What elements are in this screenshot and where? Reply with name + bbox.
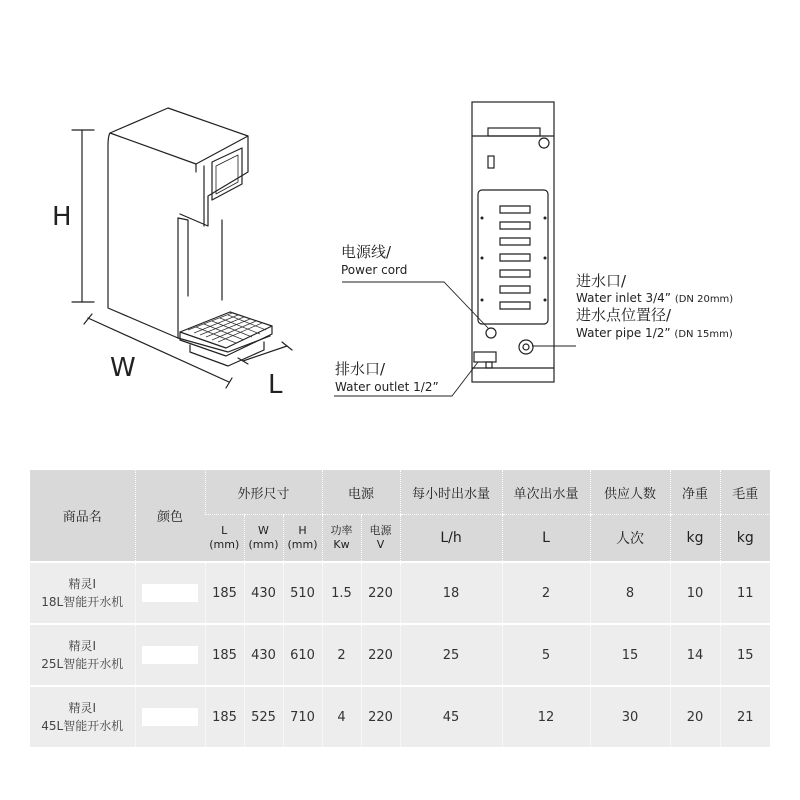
cell-v: 220 (361, 562, 400, 624)
subheader-hourly-unit: L/h (400, 515, 502, 563)
color-swatch (142, 646, 198, 664)
cell-kw: 1.5 (322, 562, 361, 624)
color-swatch-cell (135, 686, 205, 747)
height-dimension-label: H (52, 202, 72, 232)
header-single-output: 单次出水量 (502, 470, 590, 515)
subheader-kw: 功率 Kw (322, 515, 361, 563)
cell-l: 185 (205, 686, 244, 747)
water-outlet-label-en: Water outlet 1/2” (335, 380, 439, 394)
subheader-net-unit: kg (670, 515, 720, 563)
table-row (30, 562, 770, 624)
cell-hourly: 25 (400, 624, 502, 686)
cell-h: 710 (283, 686, 322, 747)
cell-kw: 2 (322, 624, 361, 686)
cell-hourly: 18 (400, 562, 502, 624)
cell-hourly: 45 (400, 686, 502, 747)
cell-l: 185 (205, 624, 244, 686)
cell-h: 510 (283, 562, 322, 624)
cell-people: 8 (590, 562, 670, 624)
water-inlet-label-en: Water inlet 3/4” (DN 20mm) (576, 291, 734, 305)
cell-people: 30 (590, 686, 670, 747)
header-people: 供应人数 (590, 470, 670, 515)
subheader-v: 电源 V (361, 515, 400, 563)
cell-v: 220 (361, 624, 400, 686)
header-color: 颜色 (135, 470, 205, 562)
header-product: 商品名 (30, 470, 135, 562)
spec-table (30, 470, 770, 747)
cell-single: 5 (502, 624, 590, 686)
subheader-l: L (mm) (205, 515, 244, 563)
table-row (30, 686, 770, 747)
subheader-gross-unit: kg (720, 515, 770, 563)
power-cord-label-en: Power cord (341, 263, 408, 277)
water-inlet-label-cn: 进水口/ (576, 272, 627, 290)
water-pipe-label-en: Water pipe 1/2” (DN 15mm) (576, 326, 733, 340)
water-pipe-label-cn: 进水点位置径/ (576, 306, 672, 324)
cell-net: 10 (670, 562, 720, 624)
cell-kw: 4 (322, 686, 361, 747)
header-row (30, 470, 770, 515)
cell-l: 185 (205, 562, 244, 624)
header-net-weight: 净重 (670, 470, 720, 515)
cell-w: 430 (244, 562, 283, 624)
product-name: 精灵Ⅰ 18L智能开水机 (30, 562, 135, 624)
header-gross-weight: 毛重 (720, 470, 770, 515)
cell-w: 525 (244, 686, 283, 747)
header-power: 电源 (322, 470, 400, 515)
power-cord-label-cn: 电源线/ (341, 243, 392, 261)
cell-people: 15 (590, 624, 670, 686)
subheader-w: W (mm) (244, 515, 283, 563)
table-row (30, 624, 770, 686)
color-swatch (142, 584, 198, 602)
cell-net: 14 (670, 624, 720, 686)
product-name: 精灵Ⅰ 45L智能开水机 (30, 686, 135, 747)
cell-gross: 15 (720, 624, 770, 686)
cell-v: 220 (361, 686, 400, 747)
product-name: 精灵Ⅰ 25L智能开水机 (30, 624, 135, 686)
color-swatch-cell (135, 562, 205, 624)
header-size: 外形尺寸 (205, 470, 322, 515)
subheader-people-unit: 人次 (590, 515, 670, 563)
subheader-h: H (mm) (283, 515, 322, 563)
cell-w: 430 (244, 624, 283, 686)
cell-gross: 21 (720, 686, 770, 747)
header-hourly-output: 每小时出水量 (400, 470, 502, 515)
cell-gross: 11 (720, 562, 770, 624)
cell-h: 610 (283, 624, 322, 686)
length-dimension-label: L (268, 370, 283, 400)
width-dimension-label: W (110, 353, 136, 383)
color-swatch (142, 708, 198, 726)
cell-single: 2 (502, 562, 590, 624)
subheader-single-unit: L (502, 515, 590, 563)
cell-single: 12 (502, 686, 590, 747)
cell-net: 20 (670, 686, 720, 747)
water-outlet-label-cn: 排水口/ (335, 360, 386, 378)
color-swatch-cell (135, 624, 205, 686)
